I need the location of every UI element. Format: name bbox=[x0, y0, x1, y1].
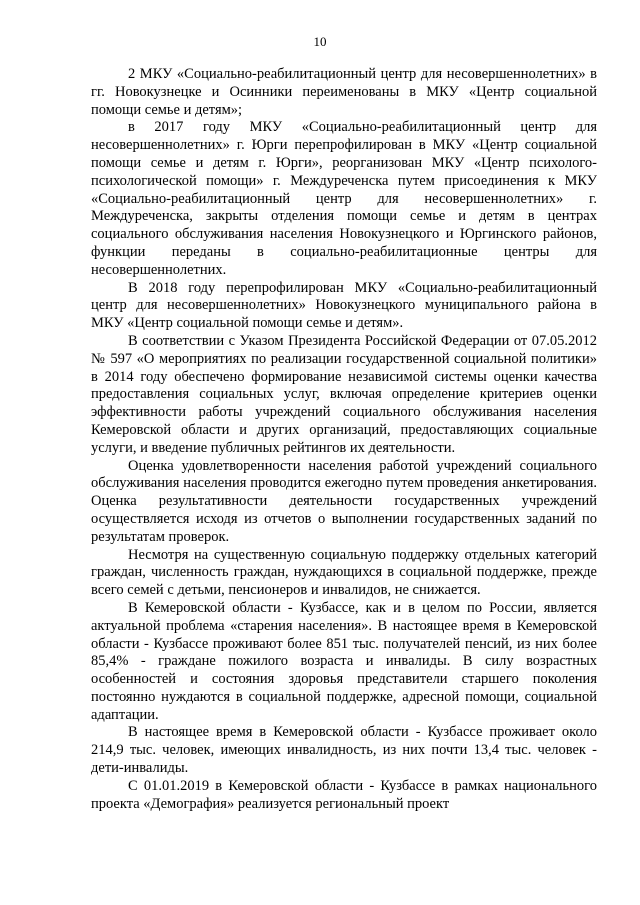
document-body bbox=[91, 66, 597, 813]
paragraph-presidential-decree: В соответствии с Указом Президента Российской Федерации от 07.05.2012 № 597 «О мероприятиях по реализации государственной социальной политики» в 2014 году обеспечено формирование независимой системы оценки качества предоставления социальных услуг, включая определение критериев оценки эффективности работы учреждений социального обслуживания населения Кемеровской области и других организаций, предоставляющих социальные услуги, и введение публичных рейтингов их деятельности. bbox=[91, 332, 597, 456]
paragraph-social-support-need: Несмотря на существенную социальную поддержку отдельных категорий граждан, численность граждан, нуждающихся в социальной поддержке, прежде всего семей с детьми, пенсионеров и инвалидов, не снижается. bbox=[91, 546, 597, 599]
paragraph-satisfaction-assessment: Оценка удовлетворенности населения работой учреждений социального обслуживания населения проводится ежегодно путем проведения анкетирования. Оценка результативности деятельности государственных учреждений осуществляется исходя из отчетов о выполнении государственных заданий по результатам проверок. bbox=[91, 457, 597, 545]
paragraph-disability-statistics: В настоящее время в Кемеровской области - Кузбассе проживает около 214,9 тыс. человек, имеющих инвалидность, из них почти 13,4 тыс. человек - дети-инвалиды. bbox=[91, 724, 597, 777]
paragraph-population-ageing: В Кемеровской области - Кузбассе, как и в целом по России, является актуальной проблема «старения населения». В настоящее время в Кемеровской области - Кузбассе проживают более 851 тыс. получателей пенсий, из них более 85,4% - граждане пожилого возраста и инвалиды. В силу возрастных особенностей и состояния здоровья представители старшего поколения постоянно нуждаются в социальной поддержке, адресной помощи, социальной адаптации. bbox=[91, 599, 597, 723]
paragraph-srcs-renamed: 2 МКУ «Социально-реабилитационный центр для несовершеннолетних» в гг. Новокузнецке и Осинники переименованы в МКУ «Центр социальной помощи семье и детям»; bbox=[91, 66, 597, 118]
paragraph-2017-reorganization: в 2017 году МКУ «Социально-реабилитационный центр для несовершеннолетних» г. Юрги перепрофилирован в МКУ «Центр социальной помощи семье и детям г. Юрги», реорганизован МКУ «Центр психолого-психологической помощи» г. Междуреченска путем присоединения к МКУ «Социально-реабилитационный центр для несовершеннолетних» г. Междуреченска, закрыты отделения помощи семье и детям в центрах социального обслуживания населения Новокузнецкого и Юргинского районов, функции переданы в социально-реабилитационные центры для несовершеннолетних. bbox=[91, 119, 597, 278]
paragraph-demography-project: С 01.01.2019 в Кемеровской области - Кузбассе в рамках национального проекта «Демография» реализуется региональный проект bbox=[91, 777, 597, 812]
page-number: 10 bbox=[313, 34, 327, 49]
paragraph-2018-reprofiling: В 2018 году перепрофилирован МКУ «Социально-реабилитационный центр для несовершеннолетних» Новокузнецкого муниципального района в МКУ «Центр социальной помощи семье и детям». bbox=[91, 279, 597, 332]
